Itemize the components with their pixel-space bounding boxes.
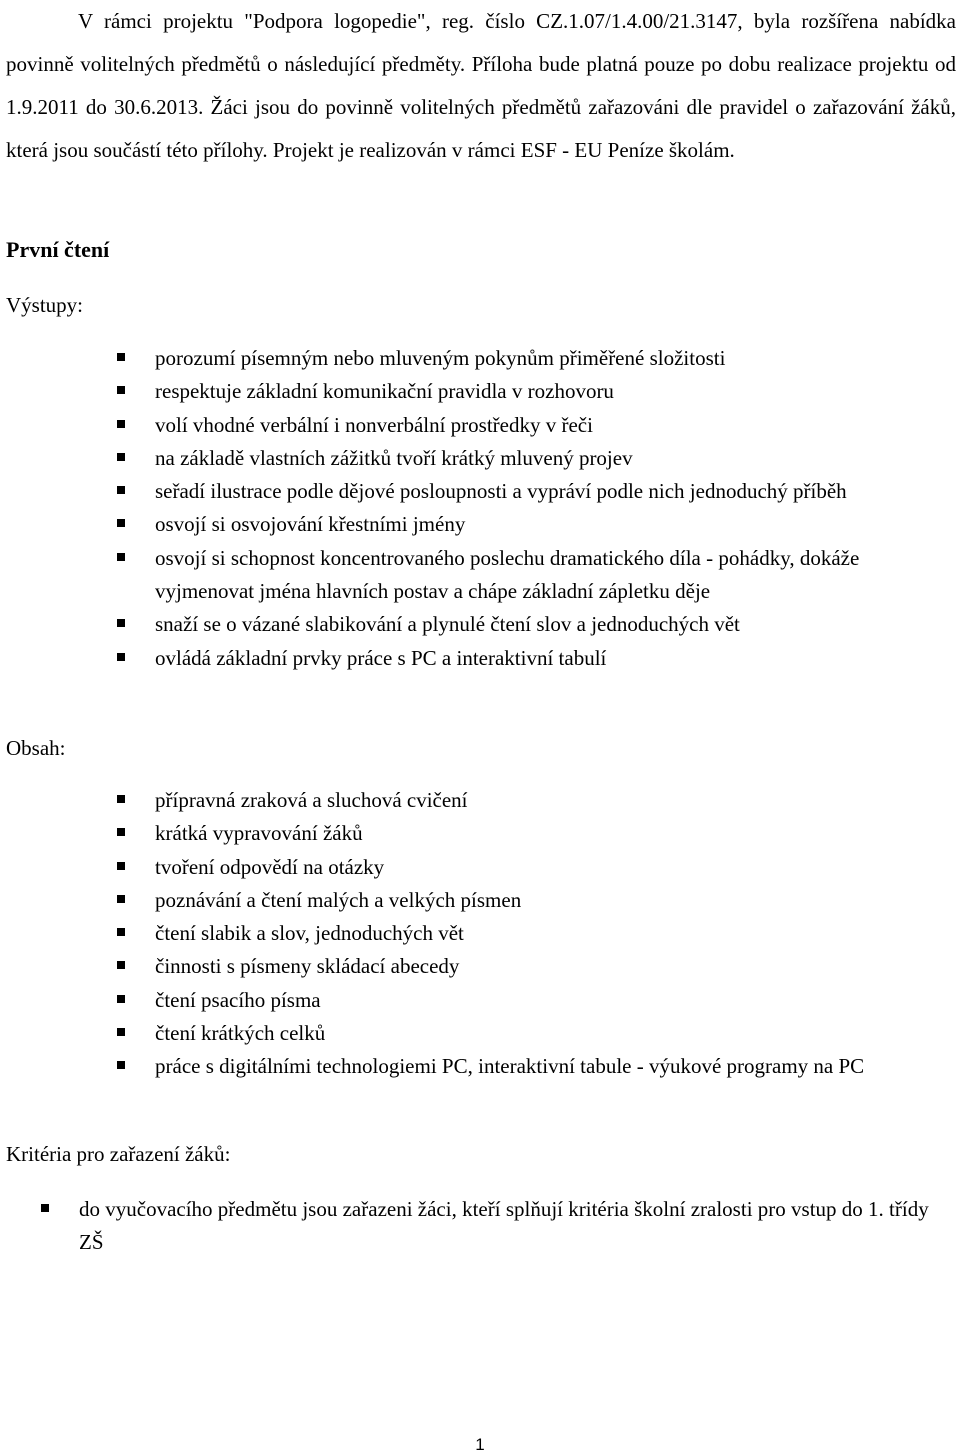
- square-bullet-icon: [117, 486, 125, 494]
- square-bullet-icon: [117, 828, 125, 836]
- list-item: respektuje základní komunikační pravidla v rozhovoru: [155, 375, 945, 408]
- list-item: tvoření odpovědí na otázky: [155, 851, 945, 884]
- list-item: snaží se o vázané slabikování a plynulé čtení slov a jednoduchých vět: [155, 608, 945, 641]
- square-bullet-icon: [117, 619, 125, 627]
- list-item: čtení krátkých celků: [155, 1017, 945, 1050]
- list-item: přípravná zraková a sluchová cvičení: [155, 784, 945, 817]
- square-bullet-icon: [117, 519, 125, 527]
- square-bullet-icon: [117, 453, 125, 461]
- outputs-label: Výstupy:: [6, 293, 84, 317]
- outputs-list: [155, 342, 945, 675]
- square-bullet-icon: [117, 386, 125, 394]
- list-item: poznávání a čtení malých a velkých písmen: [155, 884, 945, 917]
- list-item: krátká vypravování žáků: [155, 817, 945, 850]
- list-item: činnosti s písmeny skládací abecedy: [155, 950, 945, 983]
- intro-paragraph: [6, 0, 956, 172]
- list-item: osvojí si osvojování křestními jmény: [155, 508, 945, 541]
- criteria-list: [79, 1193, 945, 1260]
- list-item: volí vhodné verbální i nonverbální prostředky v řeči: [155, 409, 945, 442]
- square-bullet-icon: [117, 862, 125, 870]
- criteria-label: Kritéria pro zařazení žáků:: [6, 1142, 231, 1166]
- square-bullet-icon: [117, 653, 125, 661]
- square-bullet-icon: [117, 1061, 125, 1069]
- square-bullet-icon: [117, 795, 125, 803]
- list-item: na základě vlastních zážitků tvoří krátký mluvený projev: [155, 442, 945, 475]
- list-item: seřadí ilustrace podle dějové posloupnosti a vypráví podle nich jednoduchý příběh: [155, 475, 945, 508]
- square-bullet-icon: [117, 995, 125, 1003]
- content-list: [155, 784, 945, 1084]
- page-number: 1: [475, 1435, 485, 1454]
- square-bullet-icon: [117, 353, 125, 361]
- list-item: do vyučovacího předmětu jsou zařazeni žáci, kteří splňují kritéria školní zralosti pro vstup do 1. třídy ZŠ: [79, 1193, 945, 1260]
- list-item: porozumí písemným nebo mluveným pokynům přiměřené složitosti: [155, 342, 945, 375]
- list-item: ovládá základní prvky práce s PC a interaktivní tabulí: [155, 642, 945, 675]
- list-item: osvojí si schopnost koncentrovaného poslechu dramatického díla - pohádky, dokáže vyjmenovat jména hlavních postav a chápe základní zápletku děje: [155, 542, 945, 609]
- section-title: První čtení: [6, 237, 110, 262]
- content-label: Obsah:: [6, 736, 66, 760]
- square-bullet-icon: [117, 961, 125, 969]
- list-item: čtení slabik a slov, jednoduchých vět: [155, 917, 945, 950]
- square-bullet-icon: [117, 928, 125, 936]
- square-bullet-icon: [117, 895, 125, 903]
- list-item: práce s digitálními technologiemi PC, interaktivní tabule - výukové programy na PC: [155, 1050, 945, 1083]
- square-bullet-icon: [117, 553, 125, 561]
- square-bullet-icon: [117, 1028, 125, 1036]
- square-bullet-icon: [117, 420, 125, 428]
- intro-text: V rámci projektu "Podpora logopedie", reg. číslo CZ.1.07/1.4.00/21.3147, byla rozšířena nabídka povinně volitelných předmětů o následující předměty. Příloha bude platná pouze po dobu realizace projektu od 1.9.2011 do 30.6.2013. Žáci jsou do povinně volitelných předmětů zařazováni dle pravidel o zařazování žáků, která jsou součástí této přílohy. Projekt je realizován v rámci ESF - EU Peníze školám.: [6, 9, 956, 162]
- list-item: čtení psacího písma: [155, 984, 945, 1017]
- square-bullet-icon: [41, 1204, 49, 1212]
